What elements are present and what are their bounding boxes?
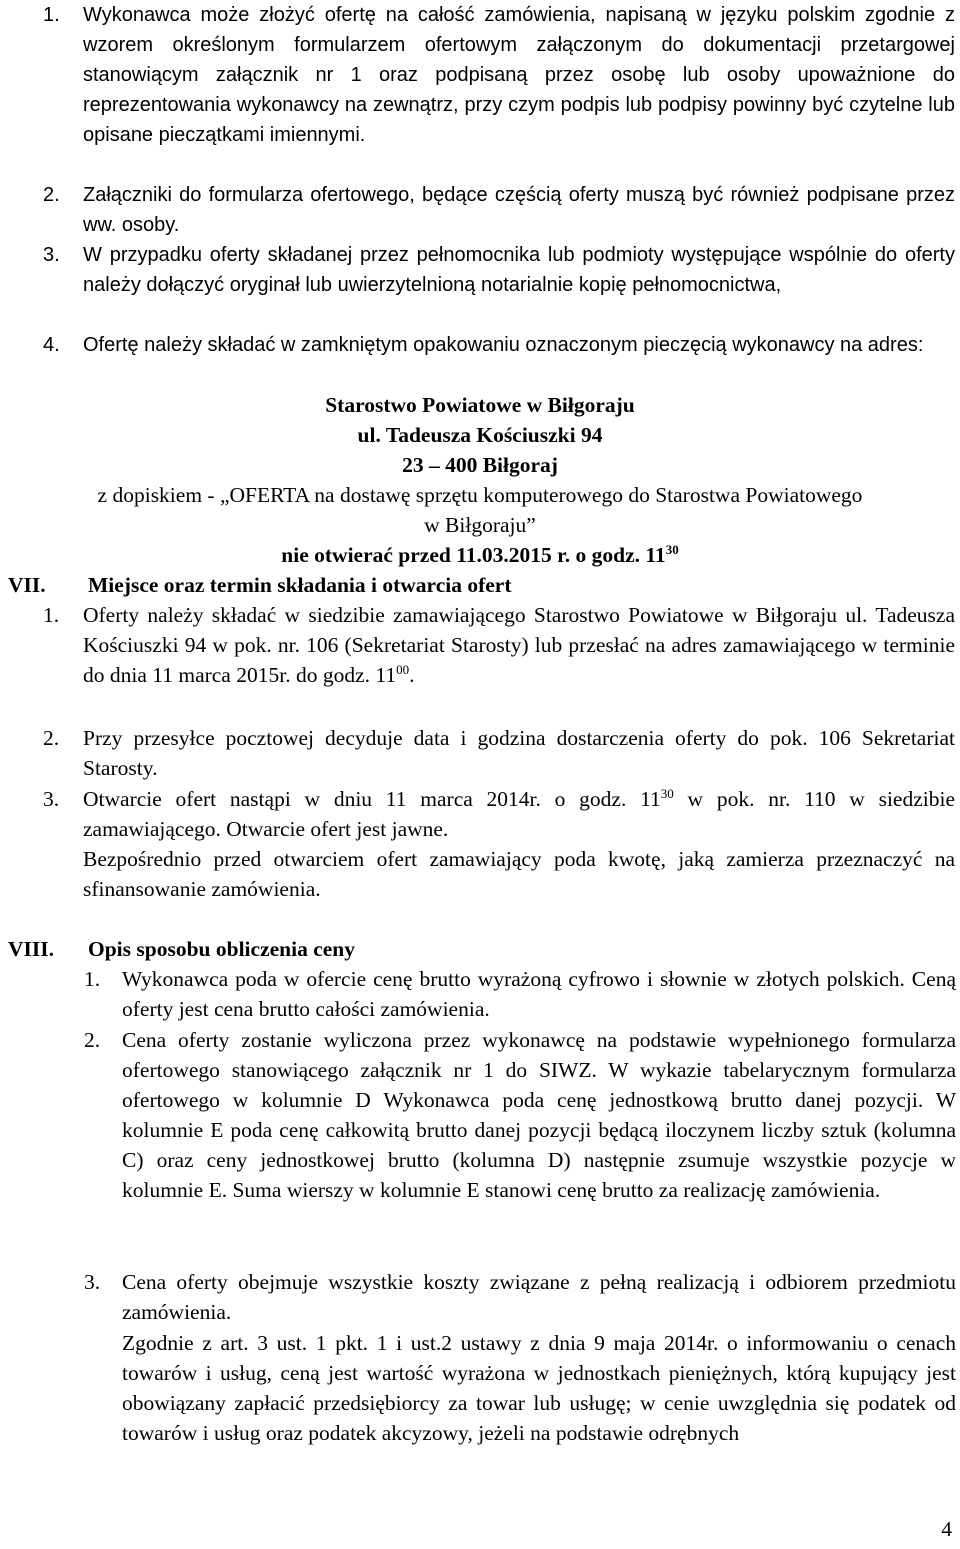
list-item — [84, 964, 956, 1024]
page-number: 4 — [941, 1517, 952, 1541]
list-item — [84, 1025, 956, 1205]
list-text: Cena oferty zostanie wyliczona przez wykonawcę na podstawie wypełnionego formularza ofertowego stanowiącego załącznik nr 1 do SIWZ. W wykazie tabelarycznym formularza ofertowego w kolumnie D Wykonawca poda cenę jednostkową brutto danej pozycji. W kolumnie E poda cenę całkowitą brutto danej pozycji będącą iloczynem liczby sztuk (kolumna C) oraz ceny jednostkowej brutto (kolumna D) następnie zsumuje wszystkie pozycje w kolumnie E. Suma wierszy w kolumnie E stanowi cenę brutto za realizację zamówienia. — [122, 1028, 956, 1202]
list-text-end: w pok. nr. 110 w siedzibie zamawiającego. Otwarcie ofert jest jawne. — [83, 787, 955, 841]
list-number: 3. — [43, 244, 60, 266]
note-line-2: w Biłgoraju” — [424, 513, 536, 537]
list-item — [43, 723, 955, 783]
section-vii-paragraph: Bezpośrednio przed otwarciem ofert zamawiający poda kwotę, jaką zamierza przeznaczyć na sfinansowanie zamówienia. — [83, 847, 955, 901]
address-line-2: ul. Tadeusza Kościuszki 94 — [357, 423, 603, 447]
section-title: Miejsce oraz termin składania i otwarcia ofert — [88, 573, 512, 597]
list-item — [43, 600, 955, 690]
section-number: VII. — [8, 573, 46, 597]
list-text-sup: 30 — [660, 785, 674, 801]
list-number: 2. — [84, 1028, 101, 1052]
note-line-1: z dopiskiem - „OFERTA na dostawę sprzętu komputerowego do Starostwa Powiatowego — [97, 483, 863, 507]
list-text: Wykonawca poda w ofercie cenę brutto wyrażoną cyfrowo i słownie w złotych polskich. Ceną oferty jest cena brutto całości zamówienia. — [122, 967, 956, 1021]
list-item — [43, 240, 955, 300]
list-text: Wykonawca może złożyć ofertę na całość zamówienia, napisaną w języku polskim zgodnie z wzorem określonym formularzem ofertowym załączonym do dokumentacji przetargowej stanowiącym załącznik nr 1 oraz podpisaną przez osobę lub osoby upoważnione do reprezentowania wykonawcy na zewnątrz, przy czym podpis lub podpisy powinny być czytelne lub opisane pieczątkami imiennymi. — [83, 4, 955, 146]
list-text — [83, 784, 955, 844]
address-line-1: Starostwo Powiatowe w Biłgoraju — [325, 393, 635, 417]
list-item — [43, 784, 955, 844]
list-text: W przypadku oferty składanej przez pełnomocnika lub podmioty występujące wspólnie do oferty należy dołączyć oryginał lub uwierzytelnioną notarialnie kopię pełnomocnictwa, — [83, 244, 955, 296]
list-number: 2. — [43, 184, 60, 206]
list-number: 1. — [43, 4, 60, 26]
list-text: Przy przesyłce pocztowej decyduje data i godzina dostarczenia oferty do pok. 106 Sekretariat Starosty. — [83, 726, 955, 780]
note-warning-text: nie otwierać przed 11.03.2015 r. o godz. 11 — [281, 543, 666, 567]
list-text-sup: 00 — [396, 661, 410, 677]
list-item — [43, 0, 955, 150]
list-text-end: . — [409, 663, 415, 687]
list-number: 4. — [43, 334, 60, 356]
list-number: 1. — [84, 967, 101, 991]
list-item — [43, 330, 955, 360]
section-viii-paragraph: Zgodnie z art. 3 ust. 1 pkt. 1 i ust.2 ustawy z dnia 9 maja 2014r. o informowaniu o cenach towarów i usług, ceną jest wartość wyrażona w jednostkach pieniężnych, którą kupujący jest obowiązany zapłacić przedsiębiorcy za towar lub usługę; w cenie uwzględnia się podatek od towarów i usług oraz podatek akcyzowy, jeżeli na podstawie odrębnych — [122, 1331, 956, 1445]
list-item — [43, 180, 955, 240]
list-text — [83, 600, 955, 690]
section-title: Opis sposobu obliczenia ceny — [88, 937, 356, 961]
section-viii-heading — [8, 934, 958, 964]
section-vii-heading — [8, 570, 958, 600]
list-text-main: Otwarcie ofert nastąpi w dniu 11 marca 2014r. o godz. 11 — [83, 787, 661, 811]
list-item — [84, 1267, 956, 1327]
list-text: Załączniki do formularza ofertowego, będące częścią oferty muszą być również podpisane przez ww. osoby. — [83, 184, 955, 236]
list-text-main: Oferty należy składać w siedzibie zamawiającego Starostwo Powiatowe w Biłgoraju ul. Tadeusza Kościuszki 94 w pok. nr. 106 (Sekretariat Starosty) lub przesłać na adres zamawiającego w terminie do dnia 11 marca 2015r. do godz. 11 — [83, 603, 955, 687]
section-number: VIII. — [8, 937, 55, 961]
list-text: Ofertę należy składać w zamkniętym opakowaniu oznaczonym pieczęcią wykonawcy na adres: — [83, 334, 924, 356]
note-warning — [0, 540, 960, 570]
list-text: Cena oferty obejmuje wszystkie koszty związane z pełną realizacją i odbiorem przedmiotu zamówienia. — [122, 1270, 956, 1324]
list-number: 3. — [84, 1270, 101, 1294]
list-number: 3. — [43, 787, 60, 811]
list-number: 2. — [43, 726, 60, 750]
address-line-3: 23 – 400 Biłgoraj — [402, 453, 558, 477]
note-warning-sup: 30 — [665, 541, 679, 557]
list-number: 1. — [43, 603, 60, 627]
